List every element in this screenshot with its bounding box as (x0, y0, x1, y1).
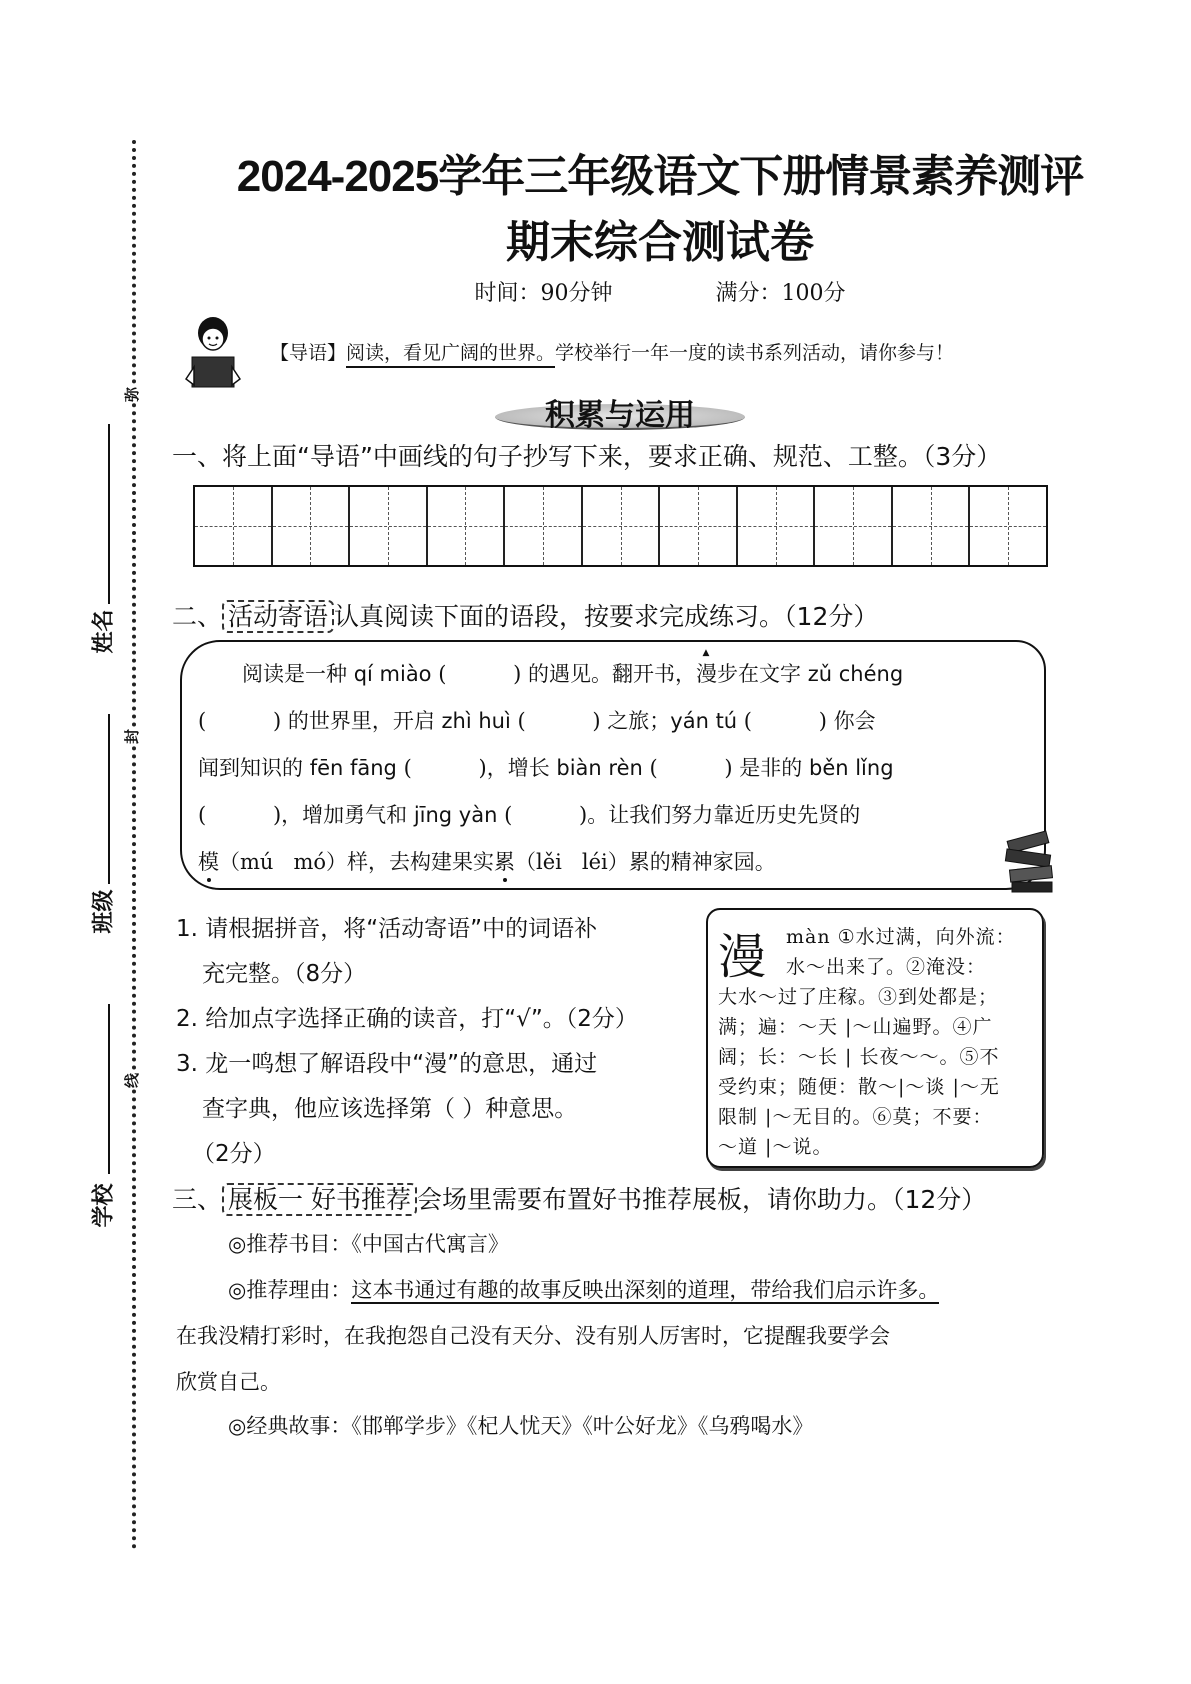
grid-cell[interactable] (738, 487, 816, 565)
dictionary-char: 漫 (718, 929, 767, 985)
sub-question-3-line-1: 3. 龙一鸣想了解语段中“漫”的意思，通过 (176, 1051, 598, 1077)
grid-cell[interactable] (195, 487, 273, 565)
grid-cell[interactable] (350, 487, 428, 565)
question-2-text: 认真阅读下面的语段，按要求完成练习。（12分） (334, 602, 879, 631)
dictionary-entry-box (706, 908, 1044, 1168)
page-subtitle: 期末综合测试卷 (506, 217, 814, 268)
question-2-tag: 活动寄语 (222, 600, 334, 633)
sub-question-3-line-2: 查字典，他应该选择第（ ）种意思。 (202, 1096, 578, 1122)
book-title: 《中国古代寓言》 (351, 1232, 509, 1256)
recommend-reason: ◎推荐理由：这本书通过有趣的故事反映出深刻的道理，带给我们启示许多。 (228, 1278, 940, 1302)
guide-rest: 学校举行一年一度的读书系列活动，请你参与！ (555, 342, 955, 364)
dictionary-line: 阔；长：～长 | 长夜～～。⑤不 (718, 1046, 1000, 1068)
page-title: 2024-2025学年三年级语文下册情景素养测评 (236, 152, 1084, 201)
reason-line-3: 欣赏自己。 (176, 1370, 281, 1394)
binding-dotted-line (132, 140, 136, 1550)
question-3-tag: 展板一 好书推荐 (222, 1183, 417, 1216)
exam-meta (180, 276, 1140, 307)
question-2-number: 二、 (172, 602, 223, 631)
classic-stories: ◎经典故事：《邯郸学步》《杞人忧天》《叶公好龙》《乌鸦喝水》 (228, 1414, 814, 1438)
binding-mark-seal: 弥 (123, 386, 142, 403)
binding-mark-seal2: 封 (123, 728, 142, 745)
class-field-label: 班级 (91, 889, 117, 934)
dictionary-line: màn ①水过满，向外流： (786, 926, 1016, 948)
dictionary-line: 水～出来了。②淹没： (786, 956, 987, 978)
grid-cell[interactable] (505, 487, 583, 565)
sub-question-1-line-2: 充完整。（8分） (202, 961, 367, 987)
dictionary-line: ～道 |～说。 (718, 1136, 833, 1158)
writing-grid[interactable] (193, 485, 1048, 567)
grid-cell[interactable] (428, 487, 506, 565)
guide-text (270, 338, 954, 365)
stories-list: 《邯郸学步》《杞人忧天》《叶公好龙》《乌鸦喝水》 (351, 1414, 814, 1438)
passage-line-1: 阅读是一种 qí miào ( ) 的遇见。翻开书，漫 ▲步在文字 zǔ chéng (242, 658, 903, 688)
passage-box (180, 640, 1046, 890)
passage-line-3: 闻到知识的 fēn fāng ( )，增长 biàn rèn ( ) 是非的 běn lǐng (198, 756, 894, 780)
dictionary-line: 大水～过了庄稼。③到处都是； (718, 986, 999, 1008)
name-field-line[interactable] (108, 424, 110, 604)
recommended-book: ◎推荐书目：《中国古代寓言》 (228, 1232, 509, 1256)
sub-question-1-line-1: 1. 请根据拼音，将“活动寄语”中的词语补 (176, 916, 598, 942)
passage-line-4: ( )，增加勇气和 jīng yàn ( )。让我们努力靠近历史先贤的 (198, 803, 861, 827)
grid-cell[interactable] (583, 487, 661, 565)
guide-underlined-sentence: 阅读，看见广阔的世界。 (346, 342, 555, 368)
exam-full-score: 满分：100分 (715, 281, 846, 306)
question-3 (172, 1180, 986, 1216)
class-field-line[interactable] (108, 714, 110, 884)
grid-cell[interactable] (893, 487, 971, 565)
passage-line-2: ( ) 的世界里，开启 zhì huì ( ) 之旅；yán tú ( ) 你会 (198, 709, 876, 733)
grid-cell[interactable] (273, 487, 351, 565)
dictionary-line: 满；遍：～天 |～山遍野。④广 (718, 1016, 993, 1038)
grid-cell[interactable] (660, 487, 738, 565)
school-field-label: 学校 (91, 1183, 117, 1228)
name-field-label: 姓名 (91, 609, 117, 654)
reading-child-icon (182, 315, 244, 395)
section-title: 积累与运用 (545, 398, 695, 433)
guide-tag: 【导语】 (270, 342, 347, 364)
exam-time: 时间：90分钟 (474, 281, 613, 306)
sub-question-3-line-3: （2分） (192, 1141, 276, 1167)
reason-line-2: 在我没精打彩时，在我抱怨自己没有天分、没有别人厉害时，它提醒我要学会 (176, 1324, 890, 1348)
dictionary-line: 受约束；随便：散～|～谈 |～无 (718, 1076, 1000, 1098)
question-2 (172, 597, 878, 633)
grid-cell[interactable] (970, 487, 1046, 565)
binding-mark-line: 线 (123, 1072, 142, 1089)
school-field-line[interactable] (108, 1004, 110, 1174)
sub-question-2: 2. 给加点字选择正确的读音，打“√”。（2分） (176, 1006, 638, 1032)
reason-underlined: 这本书通过有趣的故事反映出深刻的道理，带给我们启示许多。 (351, 1278, 940, 1302)
dictionary-line: 限制 |～无目的。⑥莫；不要： (718, 1106, 993, 1128)
question-1: 一、将上面“导语”中画线的句子抄写下来，要求正确、规范、工整。（3分） (172, 442, 1002, 471)
passage-line-5: 模（mú mó）样，去构建果实累（lěi léi）累的精神家园。 (198, 850, 776, 874)
books-stack-icon (1000, 826, 1060, 896)
question-3-text: 会场里需要布置好书推荐展板，请你助力。（12分） (416, 1185, 987, 1214)
question-3-number: 三、 (172, 1185, 223, 1214)
section-banner (495, 394, 745, 434)
grid-cell[interactable] (815, 487, 893, 565)
